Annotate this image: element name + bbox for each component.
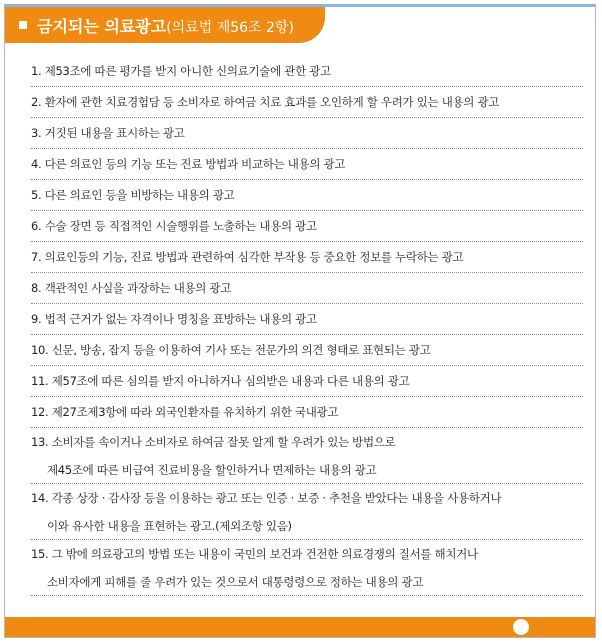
list-item bbox=[31, 304, 583, 335]
list-item-text: 11. 제57조에 따른 심의를 받지 아니하거나 심의받은 내용과 다른 내용의 광고 bbox=[31, 374, 410, 388]
list-item-text: 6. 수술 장면 등 직접적인 시술행위를 노출하는 내용의 광고 bbox=[31, 219, 317, 233]
list-item-text: 7. 의료인등의 기능, 진료 방법과 관련하여 심각한 부작용 등 중요한 정보를 누락하는 광고 bbox=[31, 250, 464, 264]
list-item bbox=[31, 335, 583, 366]
list-item bbox=[31, 56, 583, 87]
list-item bbox=[31, 428, 583, 484]
list-item-text-continued: 소비자에게 피해를 줄 우려가 있는 것으로서 대통령령으로 정하는 내용의 광고 bbox=[47, 575, 424, 589]
list-item bbox=[31, 242, 583, 273]
footer-bar bbox=[5, 617, 595, 637]
square-bullet-icon bbox=[19, 21, 27, 29]
list-item bbox=[31, 87, 583, 118]
list-item bbox=[31, 366, 583, 397]
list-item-text: 3. 거짓된 내용을 표시하는 광고 bbox=[31, 126, 185, 140]
list-item-text: 9. 법적 근거가 없는 자격이나 명칭을 표방하는 내용의 광고 bbox=[31, 312, 317, 326]
list-item-text: 1. 제53조에 따른 평가를 받지 아니한 신의료기술에 관한 광고 bbox=[31, 64, 331, 78]
list-item bbox=[31, 211, 583, 242]
header-title-sub: (의료법 제56조 2항) bbox=[166, 20, 294, 36]
section-header bbox=[5, 7, 325, 43]
list-item-text: 15. 그 밖에 의료광고의 방법 또는 내용이 국민의 보건과 건전한 의료경쟁의 질서를 해치거나 bbox=[31, 547, 478, 561]
list-item-text-continued: 이와 유사한 내용을 표현하는 광고.(제외조항 있음) bbox=[47, 519, 292, 533]
list-item-text: 4. 다른 의료인 등의 기능 또는 진료 방법과 비교하는 내용의 광고 bbox=[31, 157, 346, 171]
prohibited-ad-list bbox=[31, 56, 583, 596]
list-item bbox=[31, 273, 583, 304]
content-box bbox=[4, 4, 596, 638]
list-item-text-continued: 제45조에 따른 비급여 진료비용을 할인하거나 면제하는 내용의 광고 bbox=[47, 463, 377, 477]
list-item bbox=[31, 397, 583, 428]
header-title bbox=[37, 14, 294, 37]
list-item-text: 5. 다른 의료인 등을 비방하는 내용의 광고 bbox=[31, 188, 235, 202]
list-item bbox=[31, 540, 583, 596]
list-item bbox=[31, 180, 583, 211]
header-title-main: 금지되는 의료광고 bbox=[37, 17, 167, 36]
list-item-text: 8. 객관적인 사실을 과장하는 내용의 광고 bbox=[31, 281, 232, 295]
list-item bbox=[31, 484, 583, 540]
circle-icon bbox=[513, 619, 529, 635]
list-item bbox=[31, 118, 583, 149]
list-item bbox=[31, 149, 583, 180]
list-item-text: 12. 제27조제3항에 따라 외국인환자를 유치하기 위한 국내광고 bbox=[31, 405, 339, 419]
list-item-text: 14. 각종 상장 · 감사장 등을 이용하는 광고 또는 인증 · 보증 · 추천을 받았다는 내용을 사용하거나 bbox=[31, 491, 502, 505]
list-item-text: 13. 소비자를 속이거나 소비자로 하여금 잘못 알게 할 우려가 있는 방법으로 bbox=[31, 435, 396, 449]
list-item-text: 10. 신문, 방송, 잡지 등을 이용하여 기사 또는 전문가의 의견 형태로 표현되는 광고 bbox=[31, 343, 431, 357]
list-item-text: 2. 환자에 관한 치료경험담 등 소비자로 하여금 치료 효과를 오인하게 할 우려가 있는 내용의 광고 bbox=[31, 95, 500, 109]
